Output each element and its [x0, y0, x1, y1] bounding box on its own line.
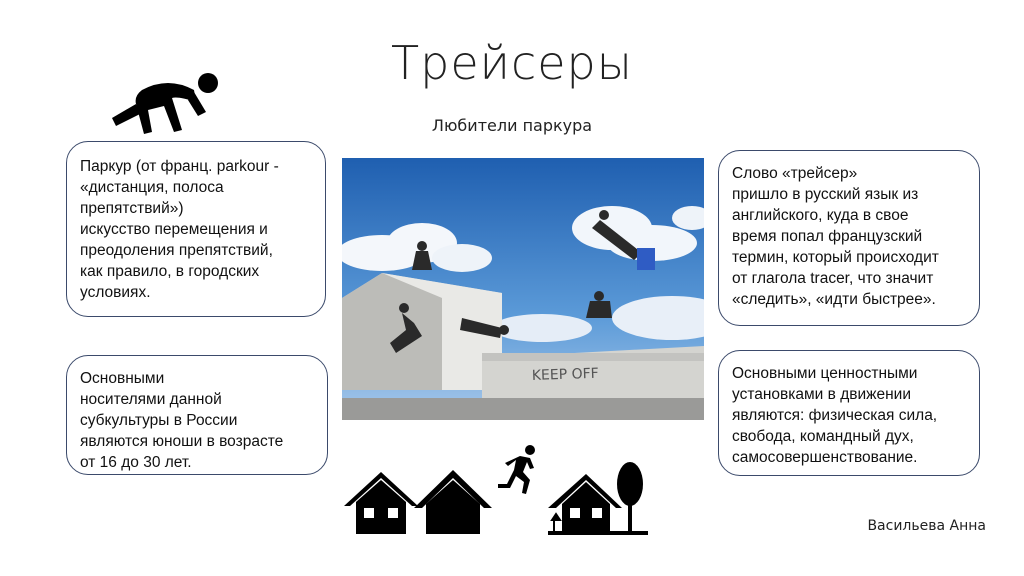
- word-origin-box: [718, 150, 980, 326]
- age-info-box: [66, 355, 328, 475]
- word-origin-text: Слово «трейсер» пришло в русский язык из английского, куда в свое время попал французский термин, который происходит от глагола tracer, что значит «следить», «идти быстрее».: [732, 165, 939, 308]
- house-icon: [412, 468, 494, 536]
- parkour-photo: [342, 158, 704, 420]
- parkour-definition-box: [66, 141, 326, 317]
- slide-subtitle: Любители паркура: [431, 116, 593, 135]
- graffiti-text: KEEP OFF: [531, 365, 599, 384]
- parkour-definition-text: Паркур (от франц. parkour - «дистанция, полоса препятствий») искусство перемещения и преодоления препятствий, как правило, в городских условиях.: [80, 158, 279, 301]
- house-icon: [342, 468, 420, 536]
- crouching-runner-icon: [108, 70, 228, 142]
- running-man-icon: [496, 444, 542, 496]
- house-with-tree-icon: [548, 462, 648, 538]
- age-info-text: Основными носителями данной субкультуры в России являются юноши в возрасте от 16 до 30 лет.: [80, 370, 284, 471]
- values-text: Основными ценностными установками в движении являются: физическая сила, свобода, командный дух, самосовершенствование.: [732, 365, 938, 466]
- values-box: [718, 350, 980, 476]
- slide-title: Трейсеры: [391, 36, 633, 90]
- author-name: Васильева Анна: [867, 518, 986, 534]
